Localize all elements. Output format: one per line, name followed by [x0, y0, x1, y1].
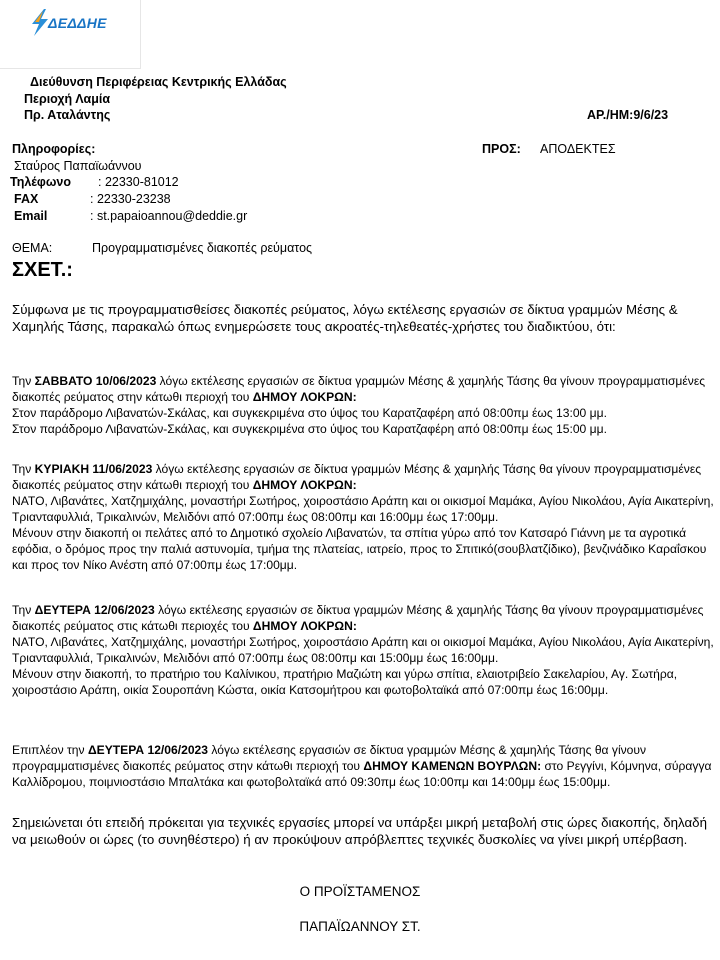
contact-name: Σταύρος Παπαϊωάννου [14, 159, 142, 173]
directorate: Διεύθυνση Περιφέρειας Κεντρικής Ελλάδας [30, 75, 287, 89]
logo [0, 0, 141, 69]
outage-line: Στον παράδρομο Λιβανατών-Σκάλας, και συγκεκριμένα στο ύψος του Καρατζαφέρη από 08:00πμ έως 13:00 μμ. [12, 406, 607, 420]
recipient-value: ΑΠΟΔΕΚΤΕΣ [540, 142, 616, 156]
office: Πρ. Αταλάντης [24, 108, 111, 122]
signature-name: ΠΑΠΑΪΩΑΝΝΟΥ ΣΤ. [299, 919, 421, 934]
announcement-saturday [12, 373, 714, 437]
outage-areas: ΝΑΤΟ, Λιβανάτες, Χατζημιχάλης, μοναστήρι Σωτήρος, χοιροστάσιο Αράπη και οι οικισμοί Μαμάκα, Αγίου Νικολάου, Αγία Αικατερίνη, Τριανταφυλλιά, Τρικαλινών, Μελιδόνι από 07:00πμ έως 08:00πμ και 16:00μμ έως 17:00μμ. [12, 494, 714, 524]
signature-title: Ο ΠΡΟΪΣΤΑΜΕΝΟΣ [299, 884, 421, 899]
phone-label: Τηλέφωνο [10, 175, 72, 189]
announcement-heading: Την ΔΕΥΤΕΡΑ 12/06/2023 λόγω εκτέλεσης εργασιών σε δίκτυα γραμμών Μέσης & χαμηλής Τάσης θα γίνουν προγραμματισμένες διακοπές ρεύματος στις κάτωθι περιοχές του ΔΗΜΟΥ ΛΟΚΡΩΝ: [12, 603, 704, 633]
logo-text: ΔΕΔΔΗΕ [48, 15, 107, 31]
email-value: : st.papaioannou@deddie.gr [90, 209, 248, 223]
outage-line: Στον παράδρομο Λιβανατών-Σκάλας, και συγκεκριμένα στο ύψος του Καρατζαφέρη από 08:00πμ έως 15:00 μμ. [12, 422, 607, 436]
announcement-heading: Την ΣΑΒΒΑΤΟ 10/06/2023 λόγω εκτέλεσης εργασιών σε δίκτυα γραμμών Μέσης & χαμηλής Τάσης θα γίνουν προγραμματισμένες διακοπές ρεύματος στην κάτωθι περιοχή του ΔΗΜΟΥ ΛΟΚΡΩΝ: [12, 374, 706, 404]
area: Περιοχή Λαμία [24, 92, 111, 106]
email-label: Email [14, 209, 48, 223]
intro-paragraph: Σύμφωνα με τις προγραμματισθείσες διακοπές ρεύματος, λόγω εκτέλεσης εργασιών σε δίκτυα γραμμών Μέσης & Χαμηλής Τάσης, παρακαλώ όπως ενημερώσετε τους ακροατές-τηλεθεατές-χρήστες του διαδικτύου, ότι: [12, 302, 678, 334]
info-label: Πληροφορίες: [12, 142, 96, 156]
fax-value: : 22330-23238 [90, 192, 171, 206]
recipient-label: ΠΡΟΣ: [482, 142, 521, 156]
announcement-heading: Την ΚΥΡΙΑΚΗ 11/06/2023 λόγω εκτέλεσης εργασιών σε δίκτυα γραμμών Μέσης & χαμηλής Τάσης θα γίνουν προγραμματισμένες διακοπές ρεύματος στην κάτωθι περιοχή του ΔΗΜΟΥ ΛΟΚΡΩΝ: [12, 462, 702, 492]
outage-areas: ΝΑΤΟ, Λιβανάτες, Χατζημιχάλης, μοναστήρι Σωτήρος, χοιροστάσιο Αράπη και οι οικισμοί Μαμάκα, Αγίου Νικολάου, Αγία Αικατερίνη, Τριανταφυλλιά, Τρικαλινών, Μελιδόνι από 07:00πμ έως 08:00πμ και 15:00μμ έως 16:00μμ. [12, 635, 714, 665]
subject-text: Προγραμματισμένες διακοπές ρεύματος [92, 241, 313, 255]
phone-value: : 22330-81012 [98, 175, 179, 189]
announcement-extra: Επιπλέον την ΔΕΥΤΕΡΑ 12/06/2023 λόγω εκτέλεσης εργασιών σε δίκτυα γραμμών Μέσης & χαμηλής Τάσης θα γίνουν προγραμματισμένες διακοπές ρεύματος στην κάτωθι περιοχή του ΔΗΜΟΥ ΚΑΜΕΝΩΝ ΒΟΥΡΛΩΝ: στο Ρεγγίνι, Κόμνηνα, σύραγγα Καλλίδρομου, ποιμνιοστάσιο Μπαλτάκα και φωτοβολταϊκά από 09:30πμ έως 10:00πμ και 14:00μμ έως 15:00μμ. [12, 743, 712, 789]
fax-label: FAX [14, 192, 39, 206]
note-paragraph: Σημειώνεται ότι επειδή πρόκειται για τεχνικές εργασίες μπορεί να υπάρξει μικρή μεταβολή στις ώρες διακοπής, δηλαδή να μειωθούν οι ώρες (το συνηθέστερο) ή αν προκύψουν απρόβλεπτες τεχνικές δυσκολίες να γίνει μικρή υπέρβαση. [12, 815, 707, 847]
reference-number: ΑΡ./ΗΜ:9/6/23 [587, 108, 669, 122]
outage-remaining: Μένουν στην διακοπή οι πελάτες από το Δημοτικό σχολείο Λιβανατών, τα σπίτια γύρω από τον Κατσαρό Γιάννη με τα αγροτικά εφόδια, ο δρόμος προς την παλιά αστυνομία, τμήμα της πλατείας, ιατρείο, προς το Σπιτικό(σουβλατζίδικο), βενζινάδικο Καραΐσκου και προς τον Νίκο Ανέστη από 07:00πμ έως 17:00μμ. [12, 526, 707, 572]
announcement-monday [12, 602, 714, 698]
outage-remaining: Μένουν στην διακοπή, το πρατήριο του Καλίνικου, πρατήριο Μαζιώτη και γύρω σπίτια, ελαιοτριβείο Σακελαρίου, Αγ. Σωτήρα, χοιροστάσιο Αράπη, οικία Σουροπάνη Κώστα, οικία Κατσομήτρου και φωτοβολταϊκά από 07:00πμ έως 16:00μμ. [12, 667, 678, 697]
reference-label: ΣΧΕΤ.: [12, 259, 73, 281]
announcement-sunday [12, 461, 714, 573]
subject-label: ΘΕΜΑ: [12, 241, 53, 255]
